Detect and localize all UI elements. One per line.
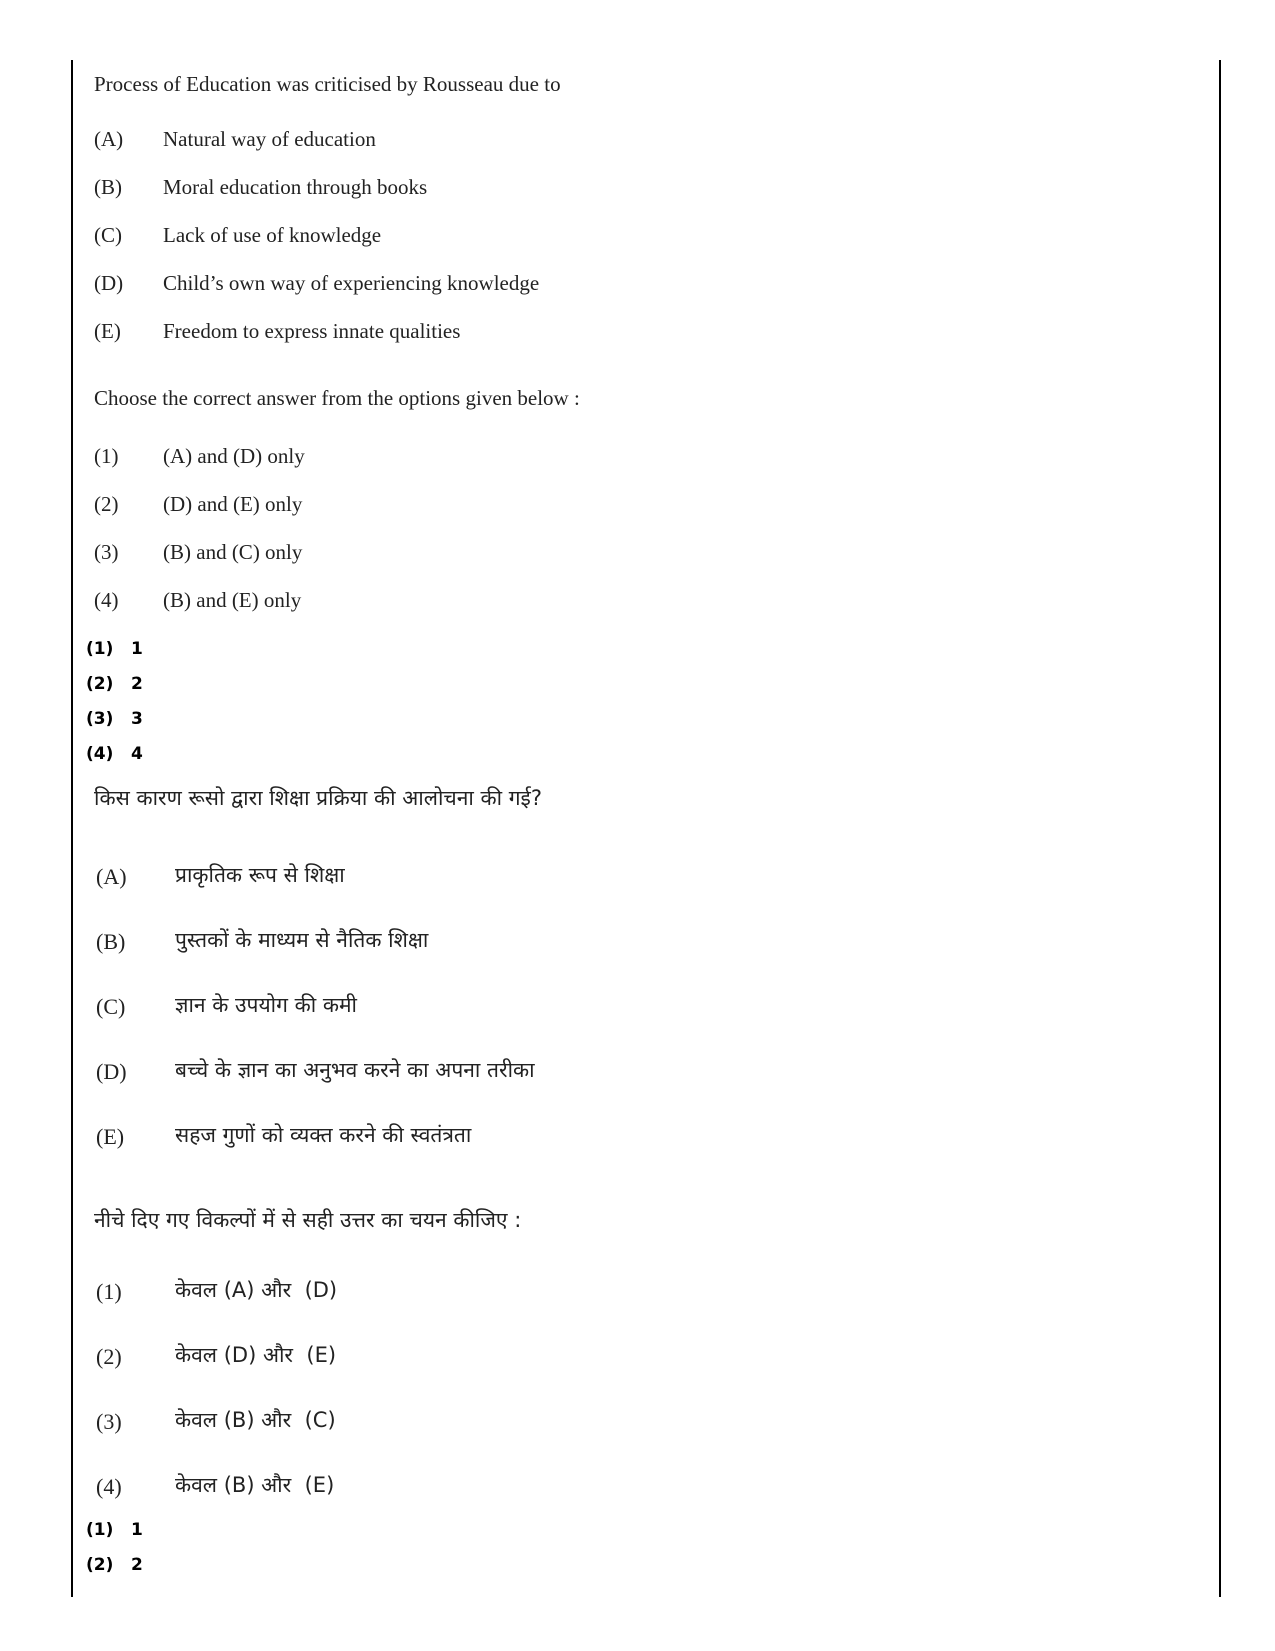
answer-choice-label: (2)	[86, 674, 114, 694]
option-text: (A) and (D) only	[163, 444, 305, 468]
option-label: (2)	[96, 1344, 122, 1369]
answer-choice-label: (2)	[86, 1555, 114, 1575]
right-margin-rule	[1219, 60, 1221, 1597]
statement-label: (A)	[96, 864, 127, 889]
statement-label: (C)	[94, 223, 122, 247]
statement-label: (D)	[96, 1059, 127, 1084]
statement-text: बच्चे के ज्ञान का अनुभव करने का अपना तरीका	[175, 1058, 535, 1082]
statement-label: (E)	[94, 319, 121, 343]
answer-choice-value: 2	[131, 674, 143, 694]
answer-choice-value: 2	[131, 1555, 143, 1575]
option-text: केवल (A) और (D)	[175, 1278, 338, 1302]
option-label: (4)	[94, 588, 119, 612]
statement-label: (A)	[94, 127, 124, 151]
statement-text: Child’s own way of experiencing knowledge	[163, 271, 540, 295]
instruction-text-english: Choose the correct answer from the options given below :	[94, 386, 580, 410]
answer-choice-value: 1	[131, 1520, 143, 1540]
answer-choice-value: 3	[131, 709, 143, 729]
answer-choice-value: 1	[131, 639, 143, 659]
statement-text: Moral education through books	[163, 175, 428, 199]
statement-text: Freedom to express innate qualities	[163, 319, 461, 343]
statement-label: (C)	[96, 994, 126, 1019]
option-text: केवल (B) और (C)	[175, 1408, 336, 1432]
answer-choice-label: (4)	[86, 744, 114, 764]
option-text: (B) and (E) only	[163, 588, 302, 612]
statement-text: पुस्तकों के माध्यम से नैतिक शिक्षा	[175, 928, 429, 952]
option-text: केवल (D) और (E)	[175, 1343, 337, 1367]
statement-text: सहज गुणों को व्यक्त करने की स्वतंत्रता	[175, 1123, 472, 1147]
option-label: (3)	[94, 540, 119, 564]
option-text: (D) and (E) only	[163, 492, 303, 516]
option-label: (1)	[94, 444, 119, 468]
statement-text: प्राकृतिक रूप से शिक्षा	[175, 863, 345, 887]
statement-text: ज्ञान के उपयोग की कमी	[175, 993, 357, 1017]
answer-choice-label: (3)	[86, 709, 114, 729]
statement-label: (B)	[94, 175, 122, 199]
statement-label: (D)	[94, 271, 124, 295]
option-text: (B) and (C) only	[163, 540, 303, 564]
statement-label: (E)	[96, 1124, 125, 1149]
answer-choice-label: (1)	[86, 1520, 114, 1540]
statement-text: Natural way of education	[163, 127, 376, 151]
option-label: (4)	[96, 1474, 122, 1499]
answer-choice-label: (1)	[86, 639, 114, 659]
answer-choice-value: 4	[131, 744, 143, 764]
option-label: (1)	[96, 1279, 122, 1304]
option-text: केवल (B) और (E)	[175, 1473, 335, 1497]
option-label: (3)	[96, 1409, 122, 1434]
left-margin-rule	[71, 60, 73, 1597]
question-text-english: Process of Education was criticised by Rousseau due to	[94, 72, 561, 96]
option-label: (2)	[94, 492, 119, 516]
question-text-hindi: किस कारण रूसो द्वारा शिक्षा प्रक्रिया की आलोचना की गई?	[94, 786, 543, 810]
instruction-text-hindi: नीचे दिए गए विकल्पों में से सही उत्तर का चयन कीजिए :	[94, 1208, 522, 1232]
statement-label: (B)	[96, 929, 126, 954]
statement-text: Lack of use of knowledge	[163, 223, 382, 247]
